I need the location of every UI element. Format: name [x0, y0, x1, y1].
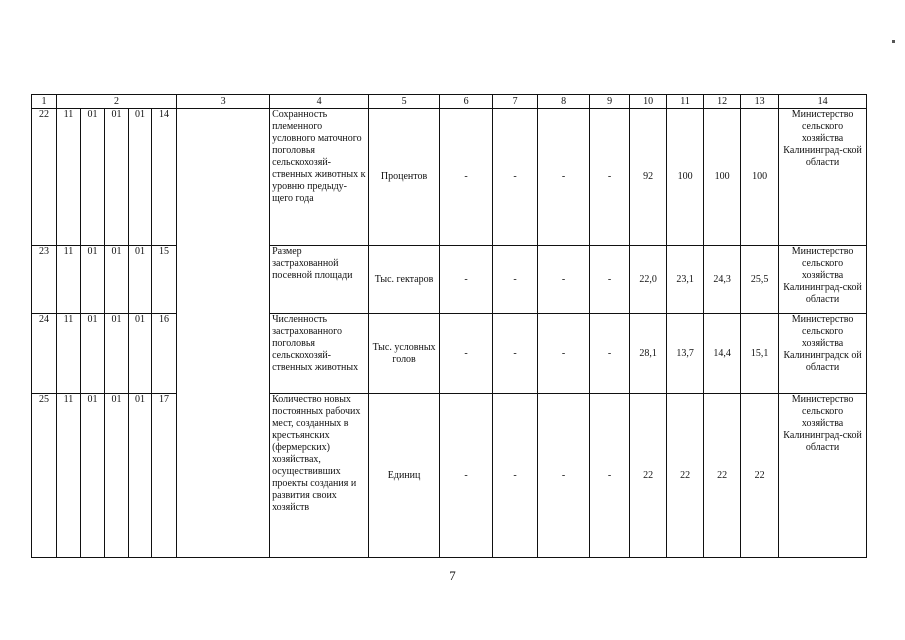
- header-col-10: 10: [630, 95, 667, 109]
- responsible-cell: Министерство сельского хозяйства Калининград-ской области: [779, 246, 867, 314]
- header-col-7: 7: [493, 95, 538, 109]
- value-cell: -: [493, 109, 538, 246]
- unit-cell: Процентов: [369, 109, 440, 246]
- value-cell: 100: [704, 109, 741, 246]
- table-row: [32, 246, 867, 314]
- indicator-name: Сохранность племенного условного маточного поголовья сельскохозяй-ственных животных к уровню предыду-щего года: [270, 109, 369, 246]
- code-cell: 16: [152, 314, 177, 394]
- indicator-name: Количество новых постоянных рабочих мест, созданных в крестьянских (фермерских) хозяйствах, осуществивших проекты создания и развития своих хозяйств: [270, 394, 369, 558]
- code-cell: 01: [81, 314, 105, 394]
- value-cell: -: [440, 109, 493, 246]
- header-col-1: 1: [32, 95, 57, 109]
- value-cell: -: [538, 109, 590, 246]
- code-cell: 01: [105, 246, 129, 314]
- value-cell: -: [590, 394, 630, 558]
- value-cell: 13,7: [667, 314, 704, 394]
- code-cell: 01: [81, 246, 105, 314]
- code-cell: 01: [105, 394, 129, 558]
- row-number: 23: [32, 246, 57, 314]
- code-cell: 11: [57, 314, 81, 394]
- value-cell: 25,5: [741, 246, 779, 314]
- value-cell: 92: [630, 109, 667, 246]
- code-cell: 01: [129, 246, 152, 314]
- value-cell: 22: [741, 394, 779, 558]
- code-cell: 01: [129, 109, 152, 246]
- code-cell: 01: [105, 314, 129, 394]
- value-cell: -: [493, 246, 538, 314]
- header-col-11: 11: [667, 95, 704, 109]
- value-cell: -: [538, 394, 590, 558]
- header-col-14: 14: [779, 95, 867, 109]
- row-number: 22: [32, 109, 57, 246]
- table-row: [32, 314, 867, 394]
- scan-speck: [892, 40, 895, 43]
- value-cell: 14,4: [704, 314, 741, 394]
- responsible-cell: Министерство сельского хозяйства Калининград-ской области: [779, 394, 867, 558]
- indicator-name: Численность застрахованного поголовья сельскохозяй-ственных животных: [270, 314, 369, 394]
- value-cell: 15,1: [741, 314, 779, 394]
- page-number: 7: [449, 568, 456, 583]
- value-cell: -: [493, 314, 538, 394]
- value-cell: 24,3: [704, 246, 741, 314]
- header-col-3: 3: [177, 95, 270, 109]
- header-col-5: 5: [369, 95, 440, 109]
- unit-cell: Тыс. условных голов: [369, 314, 440, 394]
- value-cell: -: [538, 314, 590, 394]
- code-cell: 14: [152, 109, 177, 246]
- value-cell: 22: [630, 394, 667, 558]
- responsible-cell: Министерство сельского хозяйства Калининград-ской области: [779, 109, 867, 246]
- value-cell: 100: [667, 109, 704, 246]
- value-cell: -: [590, 314, 630, 394]
- header-col-6: 6: [440, 95, 493, 109]
- table-row: [32, 394, 867, 558]
- indicators-table: [31, 94, 867, 558]
- col-3-cell: [177, 109, 270, 558]
- code-cell: 01: [105, 109, 129, 246]
- value-cell: 100: [741, 109, 779, 246]
- value-cell: -: [590, 246, 630, 314]
- value-cell: 23,1: [667, 246, 704, 314]
- code-cell: 15: [152, 246, 177, 314]
- header-col-12: 12: [704, 95, 741, 109]
- value-cell: -: [440, 314, 493, 394]
- code-cell: 11: [57, 246, 81, 314]
- value-cell: -: [590, 109, 630, 246]
- value-cell: 22: [704, 394, 741, 558]
- header-col-2: 2: [57, 95, 177, 109]
- code-cell: 11: [57, 109, 81, 246]
- code-cell: 17: [152, 394, 177, 558]
- code-cell: 01: [129, 314, 152, 394]
- indicator-name: Размер застрахованной посевной площади: [270, 246, 369, 314]
- value-cell: 22: [667, 394, 704, 558]
- header-col-9: 9: [590, 95, 630, 109]
- value-cell: -: [493, 394, 538, 558]
- row-number: 24: [32, 314, 57, 394]
- code-cell: 01: [81, 109, 105, 246]
- value-cell: 22,0: [630, 246, 667, 314]
- value-cell: -: [538, 246, 590, 314]
- code-cell: 11: [57, 394, 81, 558]
- header-row: [32, 95, 867, 109]
- value-cell: 28,1: [630, 314, 667, 394]
- row-number: 25: [32, 394, 57, 558]
- table-row: [32, 109, 867, 246]
- code-cell: 01: [81, 394, 105, 558]
- header-col-13: 13: [741, 95, 779, 109]
- header-col-8: 8: [538, 95, 590, 109]
- responsible-cell: Министерство сельского хозяйства Калининградск ой области: [779, 314, 867, 394]
- unit-cell: Тыс. гектаров: [369, 246, 440, 314]
- header-col-4: 4: [270, 95, 369, 109]
- value-cell: -: [440, 246, 493, 314]
- unit-cell: Единиц: [369, 394, 440, 558]
- code-cell: 01: [129, 394, 152, 558]
- value-cell: -: [440, 394, 493, 558]
